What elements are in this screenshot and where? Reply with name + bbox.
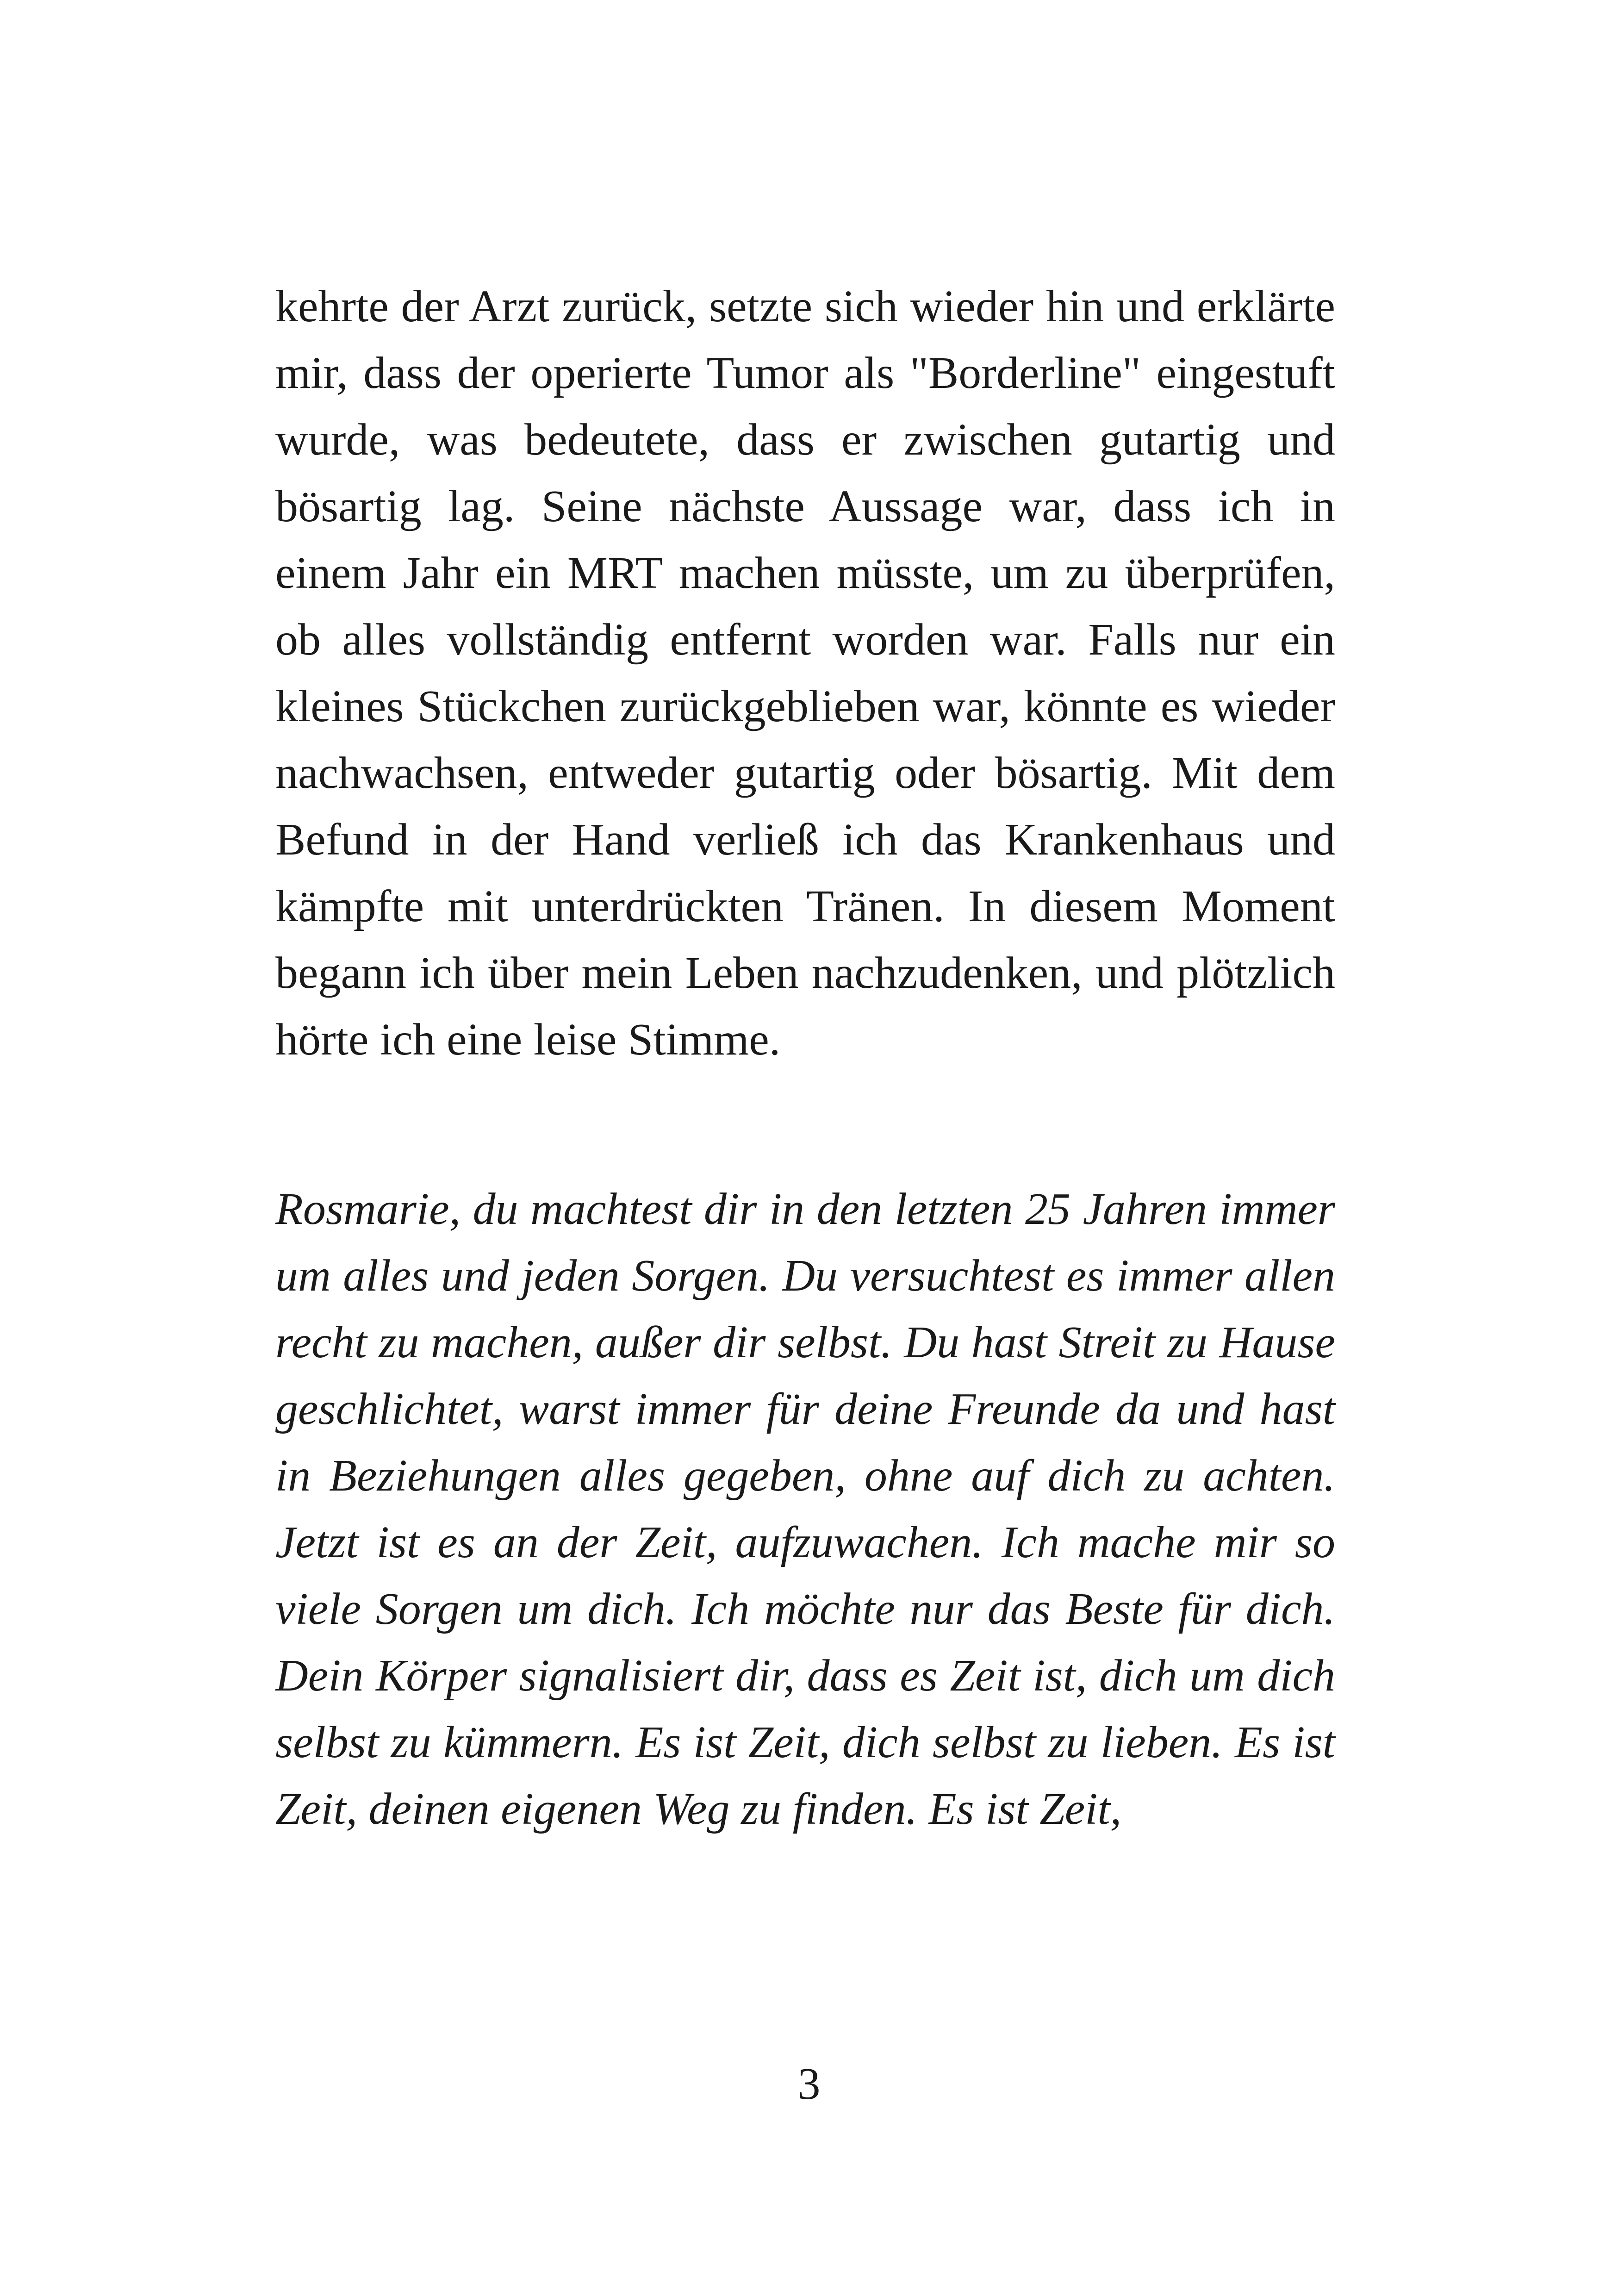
page-number: 3 [797, 2059, 821, 2109]
body-paragraph: kehrte der Arzt zurück, setzte sich wieder hin und erklärte mir, dass der operierte Tumor als "Borderline" eingestuft wurde, was bedeutete, dass er zwischen gutartig und bösartig lag. Seine nächste Aussage war, dass ich in einem Jahr ein MRT machen müsste, um zu überprüfen, ob alles vollständig entfernt worden war. Falls nur ein kleines Stückchen zurückgeblieben war, könnte es wieder nachwachsen, entweder gutartig oder bösartig. Mit dem Befund in der Hand verließ ich das Krankenhaus und kämpfte mit unterdrückten Tränen. In diesem Moment begann ich über mein Leben nachzudenken, und plötzlich hörte ich eine leise Stimme. [275, 281, 1335, 1065]
italic-inner-voice-paragraph: Rosmarie, du machtest dir in den letzten 25 Jahren immer um alles und jeden Sorgen. Du versuchtest es immer allen recht zu machen, außer dir selbst. Du hast Streit zu Hause geschlichtet, warst immer für deine Freunde da und hast in Beziehungen alles gegeben, ohne auf dich zu achten. Jetzt ist es an der Zeit, aufzuwachen. Ich mache mir so viele Sorgen um dich. Ich möchte nur das Beste für dich. Dein Körper signalisiert dir, dass es Zeit ist, dich um dich selbst zu kümmern. Es ist Zeit, dich selbst zu lieben. Es ist Zeit, deinen eigenen Weg zu finden. Es ist Zeit, [275, 1184, 1335, 1834]
